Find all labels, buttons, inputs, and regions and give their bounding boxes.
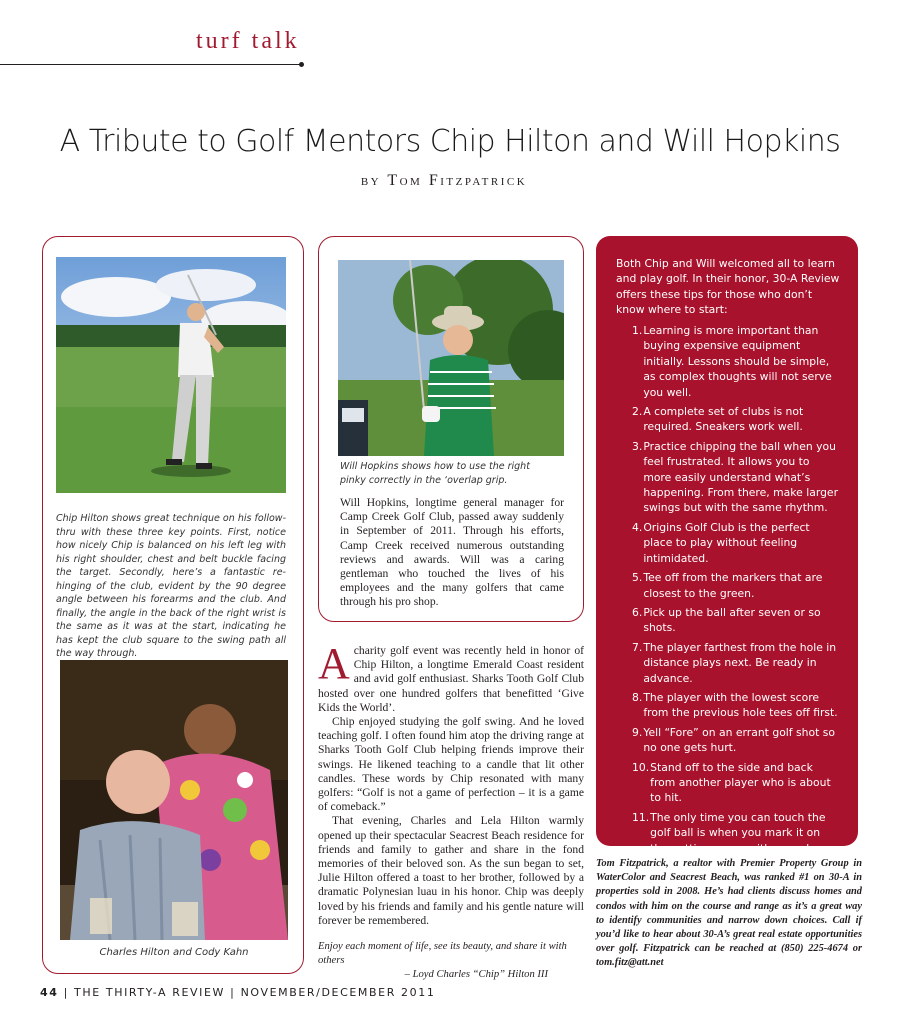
tip-text: Tee off from the markers that are closest to the green.	[643, 571, 823, 600]
charles-hilton-cody-kahn-photo	[60, 660, 288, 940]
article-paragraph-1-text: charity golf event was recently held in honor of Chip Hilton, a longtime Emerald Coast resident and avid golf enthusiast. Sharks Tooth Golf Club hosted over one hundred golfers that benefitted ‘Give Kids the World’.	[318, 644, 584, 714]
tip-item	[632, 690, 838, 721]
issue-date: NOVEMBER/DECEMBER 2011	[240, 986, 436, 999]
golf-tips-box	[596, 236, 858, 855]
tip-text: Yell “Fore” on an errant golf shot so no one gets hurt.	[643, 725, 835, 755]
tip-item	[632, 520, 838, 566]
publication-name: THE THIRTY-A REVIEW	[74, 986, 226, 999]
tip-item	[632, 323, 838, 400]
tip-text: The only time you can touch the golf ball is when you mark it on the putting green with a marker.	[650, 810, 826, 855]
author-bio: Tom Fitzpatrick, a realtor with Premier Property Group in WaterColor and Seacrest Beach, was ranked #1 on 30-A in properties sold in 2008. He’s had clients discuss homes and condos with him on the course and range as it’s a great way to identify communities and narrow down choices. Call if you’d like to hear about 30-A’s great real estate opportunities over golf. Fitzpatrick can be reached at (850) 225-4674 or tom.fitz@att.net	[596, 858, 862, 969]
tip-item	[632, 605, 838, 636]
tips-list	[632, 323, 838, 860]
byline: by Tom Fitzpatrick	[360, 172, 528, 189]
tip-item	[632, 810, 838, 856]
article-paragraph-3: That evening, Charles and Lela Hilton warmly opened up their spectacular Seacrest Beach residence for friends and family to gather and share in the fond memories of their beloved son. As the sun began to set, Julie Hilton offered a toast to her brother, followed by a dramatic Polynesian luau in his honor. Chip was deeply loved by his friends and family and his gentle nature will forever be remembered.	[318, 814, 584, 927]
article-paragraph-1	[318, 639, 584, 715]
tip-number: 11.	[632, 810, 650, 824]
tip-text: Practice chipping the ball when you feel frustrated. It allows you to more easily understand what’s happening. From there, make larger swings but with the same rhythm.	[643, 439, 839, 515]
article-paragraph-2: Chip enjoyed studying the golf swing. And he loved teaching golf. I often found him atop the driving range at Sharks Tooth Golf Club helping friends improve their swings. He likened teaching to a candle that lit other candles. These words by Chip resonated with many golfers: “Golf is not a game of perfection – it is a game of comeback.”	[318, 715, 584, 814]
section-tag: turf talk	[196, 28, 300, 54]
tip-number: 7.	[632, 640, 643, 654]
tip-text: Learning is more important than buying expensive equipment initially. Lessons should be simple, as complex thoughts will not serve you well.	[643, 324, 832, 399]
tip-number: 9.	[632, 725, 643, 739]
will-hopkins-text: Will Hopkins, longtime general manager for Camp Creek Golf Club, passed away suddenly in September of 2011. Through his efforts, Camp Creek received numerous outstanding reviews and awards. Will was a caring gentleman who touched the lives of his employees and the many golfers that came through his pro shop.	[340, 496, 564, 609]
tips-intro: Both Chip and Will welcomed all to learn and play golf. In their honor, 30-A Review offers these tips for those who don’t know where to start:	[616, 257, 840, 317]
tip-number: 10.	[632, 760, 650, 774]
section-rule	[0, 64, 303, 65]
tip-number: 1.	[632, 324, 643, 337]
tip-item	[632, 725, 838, 756]
section-rule-dot	[299, 62, 304, 67]
chip-hilton-photo-caption: Chip Hilton shows great technique on his follow-thru with these three key points. First, notice how nicely Chip is balanced on his left leg with his right shoulder, chest and belt buckle facing the target. Secondly, here’s a fantastic re-hinging of the club, evident by the 90 degree angle between his forearms and the club. And finally, the angle in the back of the right wrist is the same as it was at the start, indicating he has kept the club square to the swing path all the way through.	[56, 513, 286, 659]
main-article	[318, 639, 584, 928]
page-footer	[40, 986, 435, 999]
tip-text: The player farthest from the hole in distance plays next. Be ready in advance.	[643, 640, 837, 685]
footer-separator-1: |	[63, 986, 69, 999]
tip-number: 5.	[632, 571, 643, 585]
will-hopkins-grip-photo	[338, 260, 564, 456]
tip-text: A complete set of clubs is not required. Sneakers work well.	[643, 405, 804, 434]
tip-text: Pick up the ball after seven or so shots.	[643, 605, 821, 635]
tip-item	[632, 439, 838, 516]
tip-number: 3.	[632, 439, 643, 453]
tip-text: Origins Golf Club is the perfect place to play without feeling intimidated.	[643, 520, 810, 565]
tip-text: Stand off to the side and back from another player who is about to hit.	[650, 760, 831, 805]
will-hopkins-paragraph	[340, 496, 564, 610]
charles-hilton-photo-caption: Charles Hilton and Cody Kahn	[99, 947, 249, 958]
tip-text: The player with the lowest score from the previous hole tees off first.	[643, 690, 838, 720]
chip-hilton-quote	[318, 940, 584, 982]
tip-item	[632, 570, 838, 601]
tip-item	[632, 404, 838, 435]
will-hopkins-photo-caption: Will Hopkins shows how to use the right pinky correctly in the ‘overlap grip.	[340, 461, 530, 486]
tip-item	[632, 640, 838, 686]
tip-number: 2.	[632, 405, 643, 419]
article-title: A Tribute to Golf Mentors Chip Hilton and Will Hopkins	[59, 124, 841, 159]
tip-item	[632, 760, 838, 806]
quote-attribution: – Loyd Charles “Chip” Hilton III	[404, 969, 548, 980]
quote-text: Enjoy each moment of life, see its beauty, and share it with others	[318, 941, 567, 966]
footer-separator-2: |	[230, 986, 236, 999]
tip-number: 6.	[632, 605, 643, 619]
drop-cap: A	[318, 639, 350, 688]
tip-number: 4.	[632, 520, 643, 534]
tip-number: 8.	[632, 690, 643, 704]
page-number: 44	[40, 986, 59, 999]
chip-hilton-golf-swing-photo	[56, 257, 286, 493]
